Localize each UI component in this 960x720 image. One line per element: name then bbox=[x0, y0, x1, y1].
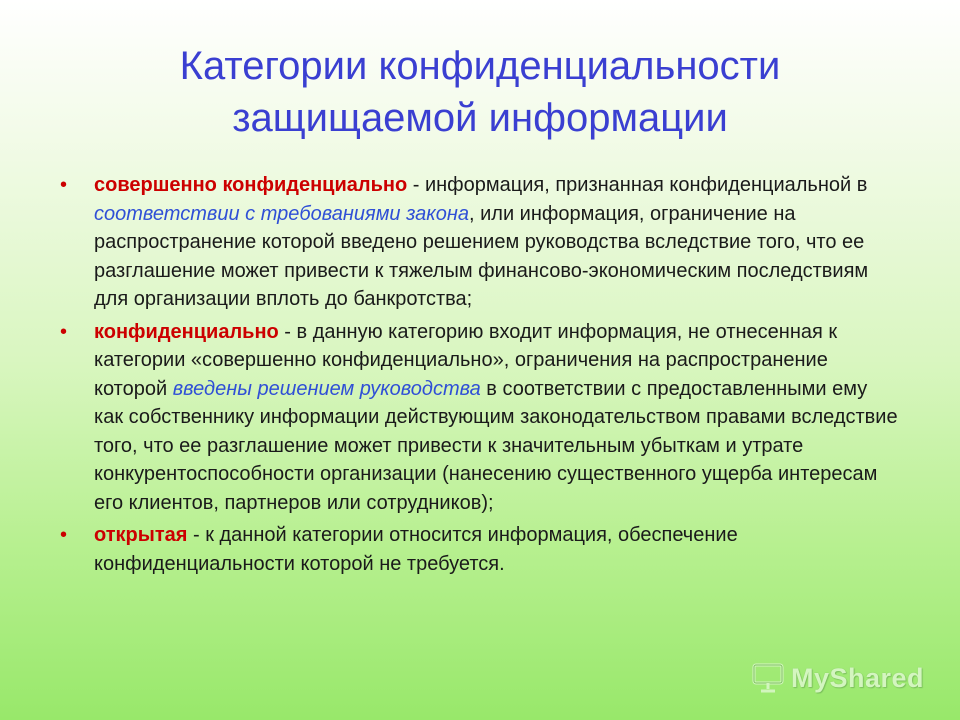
term-label: конфиденциально bbox=[94, 320, 279, 343]
bullet-item-top-secret bbox=[60, 171, 900, 314]
emphasis-text: введены решением руководства bbox=[172, 377, 481, 400]
bullet-text-continued: в соответствии с предоставленными ему как собственнику информации действующим законодательством правами вследствие того, что ее разглашение может привести к значительным убыткам и утрате конкурентоспособности организации (нанесению существенного ущерба интересам его клиентов, партнеров или сотрудников); bbox=[94, 377, 898, 514]
bullet-text: - к данной категории относится информация, обеспечение конфиденциальности которой не требуется. bbox=[94, 524, 738, 575]
title-line-2: защищаемой информации bbox=[232, 96, 728, 140]
bullet-item-open bbox=[60, 521, 900, 578]
bullet-list bbox=[60, 171, 900, 582]
watermark-text: MyShared bbox=[790, 662, 924, 693]
slide-title bbox=[60, 40, 900, 144]
term-label: совершенно конфиденциально bbox=[94, 174, 408, 196]
emphasis-text: соответствии с требованиями закона bbox=[94, 202, 469, 225]
bullet-mark: • bbox=[60, 320, 68, 343]
bullet-text: - информация, признанная конфиденциальной в bbox=[407, 174, 868, 196]
title-line-1: Категории конфиденциальности bbox=[179, 44, 781, 88]
bullet-text-continued: , или информация, ограничение на распространение которой введено решением руководства вследствие того, что ее разглашение может привести к тяжелым финансово-экономическим последствиям для организации вплоть до банкротства; bbox=[94, 202, 869, 310]
bullet-item-confidential bbox=[60, 318, 900, 518]
bullet-mark: • bbox=[60, 524, 68, 546]
bullet-mark: • bbox=[60, 174, 68, 196]
bullet-text: - в данную категорию входит информация, не отнесенная к категории «совершенно конфиденциально», ограничения на распространение которой bbox=[94, 320, 838, 400]
watermark-logo bbox=[751, 662, 924, 694]
term-label: открытая bbox=[94, 524, 188, 546]
presentation-screen-icon bbox=[751, 662, 785, 694]
